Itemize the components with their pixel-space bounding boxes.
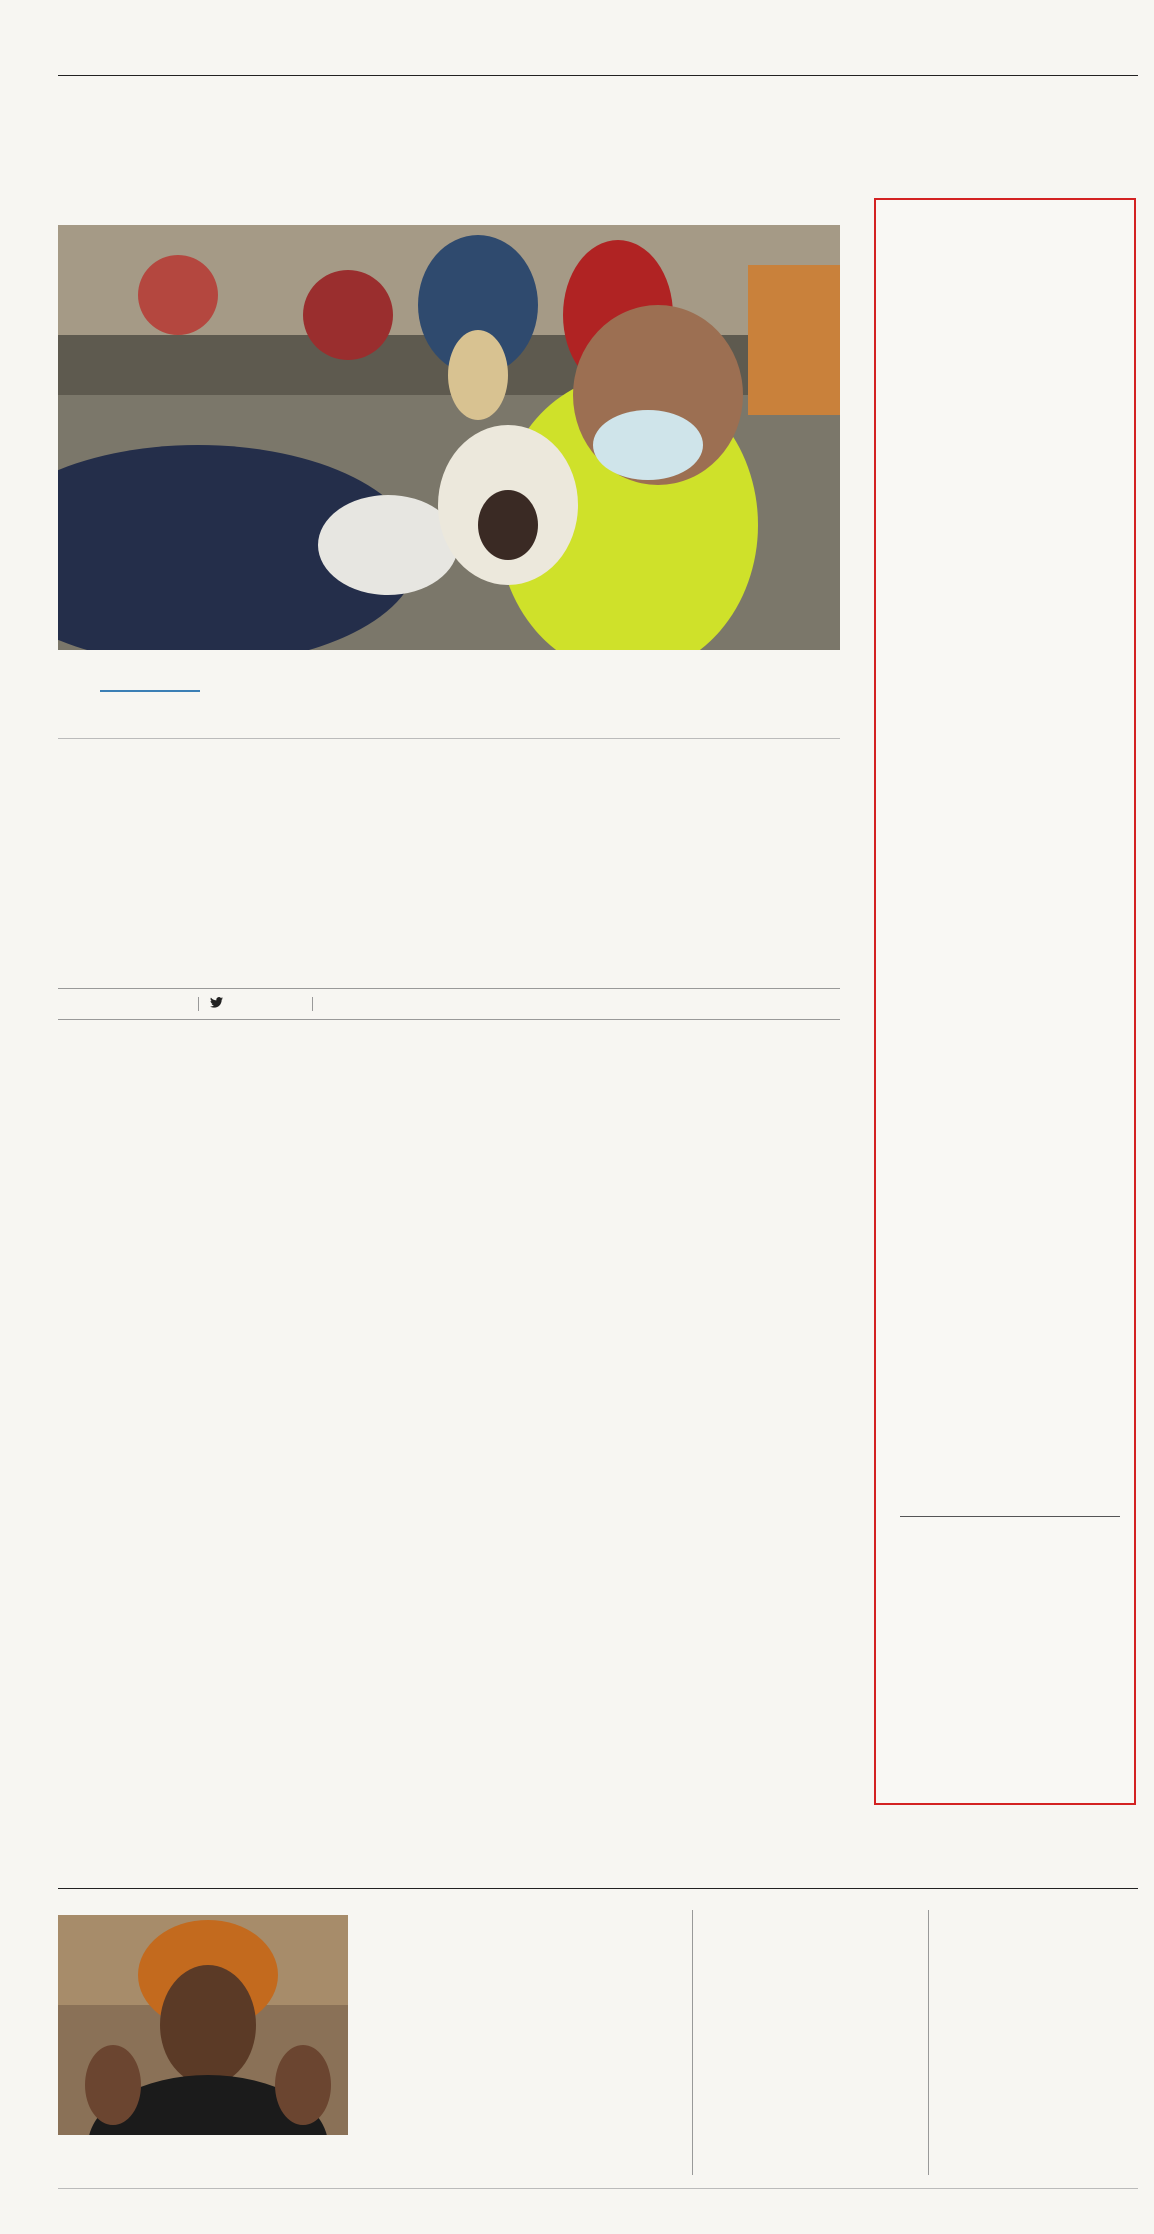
article-column-1: [58, 1052, 236, 1820]
article-column-3b: [456, 1616, 632, 1820]
sidebar-box: [874, 198, 1136, 1805]
stats-rule: [900, 1516, 1120, 1517]
section-divider: [58, 738, 840, 739]
news-photo-illustration: [58, 225, 840, 650]
photo-label-rule: [100, 690, 200, 692]
byline-bar: [58, 988, 840, 1020]
footer-rule: [58, 2188, 1138, 2189]
breves-divider-1: [692, 1910, 693, 2175]
breve-1: [372, 1912, 672, 1922]
twitter-icon: [210, 997, 223, 1011]
breves-rule: [58, 1888, 1138, 1889]
breve-2: [706, 1912, 911, 1922]
portrait-illustration: [58, 1915, 348, 2135]
breve-photo: [58, 1915, 348, 2135]
breves-divider-2: [928, 1910, 929, 2175]
header-rule: [58, 75, 1138, 76]
article-column-4: [658, 1052, 838, 1820]
byline-sep: [198, 997, 199, 1011]
article-column-3: [456, 1052, 632, 1600]
article-column-2b: [258, 1616, 438, 1820]
news-photo: [58, 225, 840, 650]
byline-sep-2: [312, 997, 313, 1011]
breve-3: [942, 1912, 1138, 1922]
article-column-2: [272, 1060, 442, 1600]
